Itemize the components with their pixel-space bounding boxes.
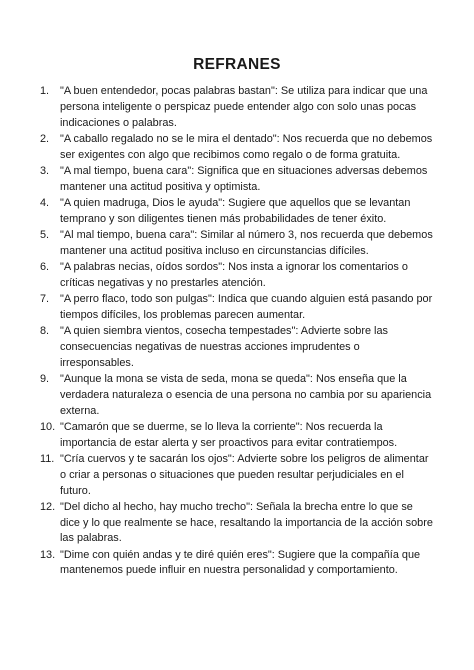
list-item-text: "Del dicho al hecho, hay mucho trecho": Señala la brecha entre lo que se dice y lo que realmente se hace, resaltando la importancia de la acción sobre las palabras. [60,500,433,545]
list-item-text: "A mal tiempo, buena cara": Significa que en situaciones adversas debemos mantener una actitud positiva y optimista. [60,164,428,193]
page-title: REFRANES [193,56,281,73]
list-item [40,84,434,132]
list-item-number: 2. [40,132,50,145]
list-item-number: 7. [40,292,50,305]
list-item-number: 10. [40,420,56,433]
list-item-text: "Dime con quién andas y te diré quién eres": Sugiere que la compañía que mantenemos puede influir en nuestra personalidad y comportamiento. [60,548,421,577]
list-item-text: "A buen entendedor, pocas palabras bastan": Se utiliza para indicar que una persona inteligente o perspicaz puede entender algo con solo unas pocas indicaciones o palabras. [60,85,428,129]
list-item-number: 13. [40,548,56,561]
list-item [40,372,434,420]
list-item-number: 9. [40,372,50,385]
list-item-text: "Cría cuervos y te sacarán los ojos": Advierte sobre los peligros de alimentar o criar a personas o situaciones que pueden resultar perjudiciales en el futuro. [60,452,429,497]
list-item-text: "Aunque la mona se vista de seda, mona se queda": Nos enseña que la verdadera naturaleza o esencia de una persona no cambia por su apariencia externa. [60,372,432,417]
list-item-text: "A quien madruga, Dios le ayuda": Sugiere que aquellos que se levantan temprano y son diligentes tienen más probabilidades de tener éxito. [60,196,411,225]
list-item-number: 5. [40,228,50,241]
list-item [40,260,434,292]
list-item-number: 4. [40,196,50,209]
list-item [40,228,434,260]
refranes-list [40,84,434,579]
list-item-number: 12. [40,500,56,513]
list-item-text: "A palabras necias, oídos sordos": Nos insta a ignorar los comentarios o críticas negativas y no prestarles atención. [60,260,408,289]
list-item [40,500,434,548]
list-item-number: 11. [40,452,55,465]
list-item-number: 8. [40,324,50,337]
list-item [40,324,434,372]
list-item [40,132,434,164]
list-item-number: 6. [40,260,50,273]
list-item-text: "Al mal tiempo, buena cara": Similar al número 3, nos recuerda que debemos mantener una actitud positiva incluso en circunstancias difíciles. [60,228,433,257]
list-item [40,420,434,452]
list-item [40,196,434,228]
list-item-text: "A perro flaco, todo son pulgas": Indica que cuando alguien está pasando por tiempos difíciles, los problemas parecen aumentar. [60,292,433,321]
list-item [40,164,434,196]
list-item [40,452,434,500]
list-item [40,292,434,324]
list-item-text: "A quien siembra vientos, cosecha tempestades": Advierte sobre las consecuencias negativas de nuestras acciones imprudentes o irresponsables. [60,324,388,369]
list-item-number: 3. [40,164,50,177]
list-item [40,548,434,580]
list-item-number: 1. [40,85,50,97]
list-item-text: "Camarón que se duerme, se lo lleva la corriente": Nos recuerda la importancia de estar alerta y ser proactivos para evitar contratiempos. [60,420,398,449]
list-item-text: "A caballo regalado no se le mira el dentado": Nos recuerda que no debemos ser exigentes con algo que recibimos como regalo o de forma gratuita. [60,132,433,161]
